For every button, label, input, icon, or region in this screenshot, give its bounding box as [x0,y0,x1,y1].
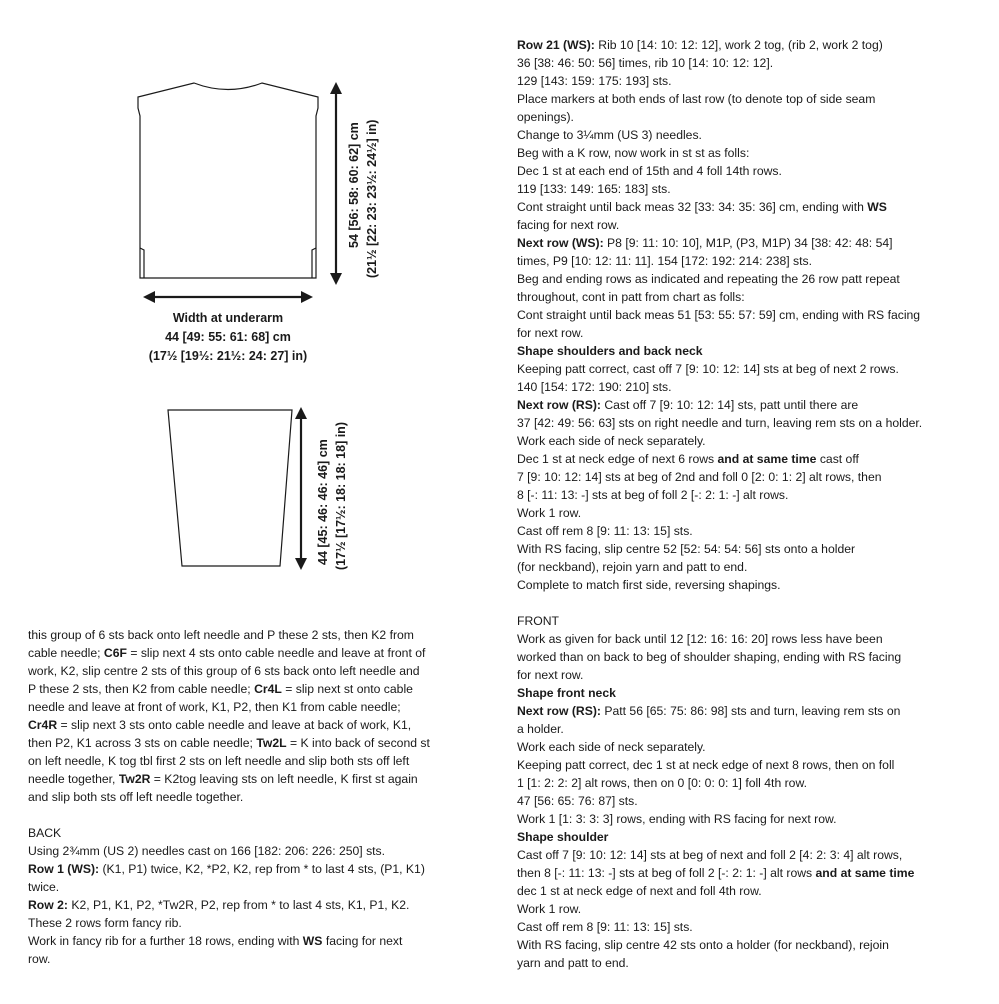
text-line [517,378,977,396]
bold-term: Cr4L [254,682,282,696]
text-line [28,734,478,752]
text-segment: this group of 6 sts back onto left needle and P these 2 sts, then K2 from [28,628,414,642]
text-segment: Keeping patt correct, cast off 7 [9: 10: 12: 14] sts at beg of next 2 rows. [517,362,899,376]
text-segment: 140 [154: 172: 190: 210] sts. [517,380,672,394]
text-line [517,558,977,576]
bold-term: Next row (WS): [517,236,604,250]
text-segment: (for neckband), rejoin yarn and patt to end. [517,560,748,574]
text-segment: Work 1 row. [517,902,582,916]
text-line [517,612,977,630]
text-line [517,126,977,144]
text-segment: With RS facing, slip centre 42 sts onto a holder (for neckband), rejoin [517,938,889,952]
text-segment: on left needle, K tog tbl first 2 sts on left needle and slip both sts off left [28,754,410,768]
text-segment: Change to 3¼mm (US 3) needles. [517,128,702,142]
text-segment: K2, P1, K1, P2, *Tw2R, P2, rep from * to last 4 sts, K1, P1, K2. [67,898,410,912]
text-segment: Work as given for back until 12 [12: 16: 16: 20] rows less have been [517,632,883,646]
text-line [517,684,977,702]
text-line [517,846,977,864]
bold-term: Cr4R [28,718,58,732]
back-body-outline [138,83,318,278]
text-segment: = slip next 4 sts onto cable needle and leave at front of [126,646,426,660]
text-line [517,522,977,540]
text-line [517,954,977,972]
text-segment: Cont straight until back meas 51 [53: 55: 57: 59] cm, ending with RS facing [517,308,921,322]
text-line [517,774,977,792]
text-segment: then 8 [-: 11: 13: -] sts at beg of foll 2 [-: 2: 1: -] alt rows [517,866,816,880]
text-line [517,432,977,450]
text-segment: 7 [9: 10: 12: 14] sts at beg of 2nd and foll 0 [2: 0: 1: 2] alt rows, then [517,470,882,484]
text-segment: Cast off 7 [9: 10: 12: 14] sts at beg of next and foll 2 [4: 2: 3: 4] alt rows, [517,848,903,862]
text-line [517,306,977,324]
text-line [517,234,977,252]
text-line [517,216,977,234]
text-segment: 1 [1: 2: 2: 2] alt rows, then on 0 [0: 0: 0: 1] foll 4th row. [517,776,807,790]
text-line [517,882,977,900]
text-segment: Dec 1 st at each end of 15th and 4 foll 14th rows. [517,164,782,178]
text-segment: a holder. [517,722,564,736]
text-segment: 37 [42: 49: 56: 63] sts on right needle and turn, leaving rem sts on a holder. [517,416,923,430]
text-line [517,648,977,666]
text-line [517,180,977,198]
text-segment: Beg with a K row, now work in st st as folls: [517,146,750,160]
sleeve-height-arrow [295,407,307,570]
text-line [517,288,977,306]
text-segment: facing for next row. [517,218,620,232]
text-line [517,756,977,774]
bold-term: and at same time [717,452,817,466]
text-line [517,162,977,180]
bold-term: Row 1 (WS): [28,862,100,876]
text-line [28,878,478,896]
text-segment: work, K2, slip centre 2 sts of this group of 6 sts back onto left needle and [28,664,420,678]
text-line [28,842,478,860]
bold-term: Tw2R [118,772,151,786]
bold-term: Next row (RS): [517,398,601,412]
bold-term: Row 2: [28,898,68,912]
text-segment: Work each side of neck separately. [517,434,706,448]
text-line [28,626,478,644]
text-segment: = slip next 3 sts onto cable needle and leave at back of work, K1, [57,718,412,732]
text-segment: 36 [38: 46: 50: 56] times, rib 10 [14: 10: 12: 12]. [517,56,774,70]
text-segment: = slip next st onto cable [281,682,413,696]
text-line [517,666,977,684]
bold-term: Row 21 (WS): [517,38,595,52]
text-line [517,108,977,126]
text-line [28,914,478,932]
text-line [517,828,977,846]
text-segment: worked than on back to beg of shoulder shaping, ending with RS facing [517,650,902,664]
text-line [517,504,977,522]
bold-term: C6F [103,646,127,660]
back-width-label-1: Width at underarm [172,311,284,325]
text-segment: 119 [133: 149: 165: 183] sts. [517,182,671,196]
text-line [28,788,478,806]
text-segment: 8 [-: 11: 13: -] sts at beg of foll 2 [-: 2: 1: -] alt rows. [517,488,789,502]
text-line [517,468,977,486]
text-line [517,72,977,90]
text-segment: and slip both sts off left needle together. [28,790,244,804]
back-height-arrow [330,82,342,285]
text-line [28,950,478,968]
sleeve-outline [168,410,292,566]
text-segment: (K1, P1) twice, K2, *P2, K2, rep from * to last 4 sts, (P1, K1) [99,862,425,876]
text-line [517,450,977,468]
text-line [517,900,977,918]
text-segment: dec 1 st at neck edge of next and foll 4th row. [517,884,762,898]
back-height-label-1: 54 [56: 58: 60: 62] cm [347,122,361,248]
text-line [517,936,977,954]
text-line [517,360,977,378]
text-segment: throughout, cont in patt from chart as folls: [517,290,745,304]
bold-term: Tw2L [256,736,287,750]
text-segment: Work each side of neck separately. [517,740,706,754]
text-line [517,252,977,270]
text-segment: Work 1 [1: 3: 3: 3] rows, ending with RS facing for next row. [517,812,837,826]
text-segment: cast off [816,452,859,466]
text-segment: Complete to match first side, reversing shapings. [517,578,781,592]
text-segment: = K into back of second st [286,736,430,750]
text-segment: yarn and patt to end. [517,956,629,970]
text-segment: Beg and ending rows as indicated and repeating the 26 row patt repeat [517,272,900,286]
text-line [28,896,478,914]
text-segment: Using 2¾mm (US 2) needles cast on 166 [182: 206: 226: 250] sts. [28,844,386,858]
text-line [517,198,977,216]
text-segment: 47 [56: 65: 76: 87] sts. [517,794,638,808]
text-line [28,824,478,842]
text-line [28,770,478,788]
text-segment: These 2 rows form fancy rib. [28,916,182,930]
text-segment: FRONT [517,614,559,628]
text-line [517,342,977,360]
back-width-label-2: 44 [49: 55: 61: 68] cm [165,330,291,344]
sleeve-height-label-2: (17½ [17½: 18: 18: 18] in) [334,422,348,570]
text-line [517,414,977,432]
text-segment: Rib 10 [14: 10: 12: 12], work 2 tog, (rib 2, work 2 tog) [594,38,883,52]
text-line [28,860,478,878]
text-segment: Cont straight until back meas 32 [33: 34: 35: 36] cm, ending with [517,200,868,214]
text-line [517,324,977,342]
bold-term: Next row (RS): [517,704,601,718]
text-segment: Place markers at both ends of last row (to denote top of side seam [517,92,876,106]
text-segment: BACK [28,826,62,840]
text-segment: twice. [28,880,60,894]
text-line [28,680,478,698]
text-line [517,90,977,108]
text-line [28,716,478,734]
text-segment: Work in fancy rib for a further 18 rows, ending with [28,934,303,948]
text-line [517,918,977,936]
back-width-label-3: (17½ [19½: 21½: 24: 27] in) [148,349,308,363]
text-line [517,720,977,738]
text-line [28,698,478,716]
text-line [517,36,977,54]
text-segment: Work 1 row. [517,506,582,520]
text-segment: needle together, [28,772,119,786]
text-line [517,792,977,810]
text-segment: P these 2 sts, then K2 from cable needle; [28,682,255,696]
text-line [517,738,977,756]
text-line [517,576,977,594]
text-line [517,864,977,882]
bold-term: WS [302,934,323,948]
text-segment: = K2tog leaving sts on left needle, K first st again [150,772,418,786]
text-line [517,810,977,828]
bold-term: WS [867,200,887,214]
back-height-label-2: (21½ [22: 23: 23½: 24½] in) [365,119,379,278]
bold-term: Shape front neck [517,686,616,700]
text-line [28,644,478,662]
text-line [517,144,977,162]
text-line [28,806,478,824]
text-line [517,270,977,288]
text-segment: Dec 1 st at neck edge of next 6 rows [517,452,718,466]
bold-term: and at same time [815,866,915,880]
text-segment: Cast off 7 [9: 10: 12: 14] sts, patt until there are [600,398,859,412]
text-segment: for next row. [517,668,584,682]
text-segment: needle and leave at front of work, K1, P2, then K1 from cable needle; [28,700,401,714]
text-segment: row. [28,952,51,966]
back-width-arrow [143,291,313,303]
text-segment: P8 [9: 11: 10: 10], M1P, (P3, M1P) 34 [38: 42: 48: 54] [603,236,893,250]
text-segment: 129 [143: 159: 175: 193] sts. [517,74,672,88]
text-segment: facing for next [322,934,403,948]
text-segment: Cast off rem 8 [9: 11: 13: 15] sts. [517,920,693,934]
text-line [517,396,977,414]
text-line [517,540,977,558]
text-segment: Keeping patt correct, dec 1 st at neck edge of next 8 rows, then on foll [517,758,895,772]
text-line [517,54,977,72]
text-segment: then P2, K1 across 3 sts on cable needle; [28,736,257,750]
text-segment: times, P9 [10: 12: 11: 11]. 154 [172: 192: 214: 238] sts. [517,254,812,268]
text-line [517,594,977,612]
text-line [517,486,977,504]
sleeve-height-label-1: 44 [45: 46: 46: 46] cm [316,439,330,565]
text-segment: Cast off rem 8 [9: 11: 13: 15] sts. [517,524,693,538]
text-line [28,752,478,770]
text-segment: for next row. [517,326,584,340]
text-line [28,662,478,680]
text-segment: With RS facing, slip centre 52 [52: 54: 54: 56] sts onto a holder [517,542,856,556]
left-column-text [28,626,478,968]
text-line [517,702,977,720]
text-segment: cable needle; [28,646,104,660]
text-line [28,932,478,950]
bold-term: Shape shoulders and back neck [517,344,703,358]
text-segment: openings). [517,110,574,124]
right-column-text [517,36,977,972]
text-segment: Patt 56 [65: 75: 86: 98] sts and turn, leaving rem sts on [600,704,901,718]
text-line [517,630,977,648]
bold-term: Shape shoulder [517,830,609,844]
